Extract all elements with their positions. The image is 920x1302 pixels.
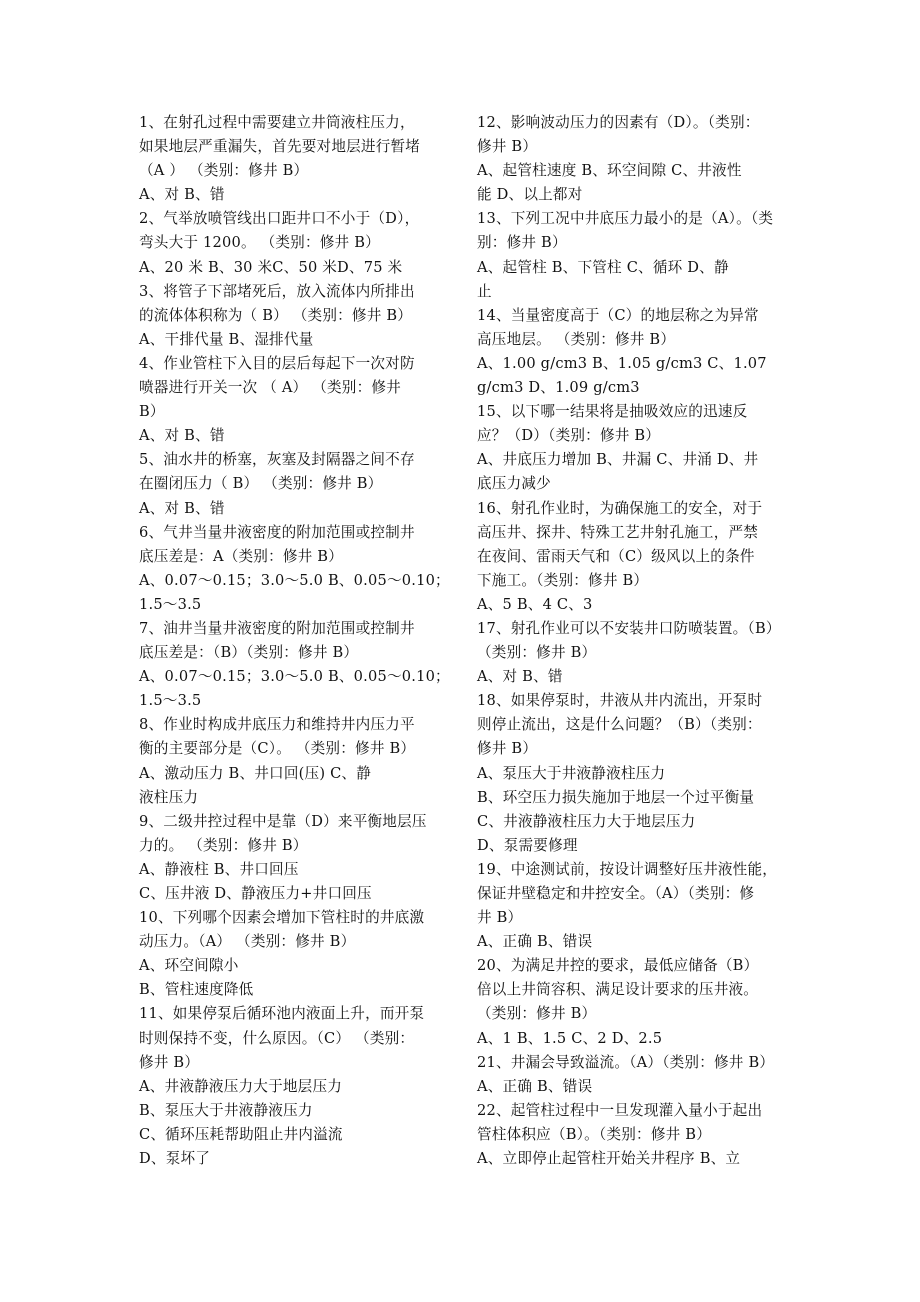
text-line: 修井 B） <box>477 740 538 758</box>
text-line: 的流体体积称为（ B） （类别：修井 B） <box>139 306 413 324</box>
text-line: 修井 B） <box>139 1053 200 1071</box>
text-line: 7、油井当量井液密度的附加范围或控制井 <box>139 619 415 637</box>
text-line: A、泵压大于井液静液柱压力 <box>477 764 666 782</box>
text-line: A、5 B、4 C、3 <box>477 595 593 613</box>
text-line: 井 B） <box>477 909 523 927</box>
text-line: 21、井漏会导致溢流。（A）（类别：修井 B） <box>477 1053 775 1071</box>
text-line: 3、将管子下部堵死后，放入流体内所排出 <box>139 282 415 300</box>
text-line: A、起管柱 B、下管柱 C、循环 D、静 <box>477 258 729 276</box>
text-line: A、1 B、1.5 C、2 D、2.5 <box>477 1029 663 1047</box>
text-line: 22、起管柱过程中一旦发现灌入量小于起出 <box>477 1101 763 1119</box>
text-line: 别：修井 B） <box>477 234 567 252</box>
text-line: A、20 米 B、30 米C、50 米D、75 米 <box>139 258 403 276</box>
text-line: 如果地层严重漏失，首先要对地层进行暂堵 <box>139 138 421 156</box>
text-line: 10、下列哪个因素会增加下管柱时的井底激 <box>139 909 425 927</box>
text-line: （A ） （类别：修井 B） <box>139 162 309 180</box>
text-line: 管柱体积应（B）。（类别：修井 B） <box>477 1125 711 1143</box>
text-line: C、循环压耗帮助阻止井内溢流 <box>139 1125 343 1143</box>
text-line: A、井底压力增加 B、井漏 C、井涌 D、井 <box>477 451 759 469</box>
text-line: （类别：修井 B） <box>477 644 597 662</box>
text-line: A、对 B、错 <box>139 499 225 517</box>
text-line: 17、射孔作业可以不安装井口防喷装置。（B） <box>477 619 781 637</box>
text-line: B） <box>139 403 165 421</box>
text-line: 2、气举放喷管线出口距井口不小于（D）， <box>139 210 420 228</box>
text-line: 6、气井当量井液密度的附加范围或控制井 <box>139 523 415 541</box>
text-line: 弯头大于 1200。 （类别：修井 B） <box>139 234 380 252</box>
text-line: A、静液柱 B、井口回压 <box>139 860 299 878</box>
text-line: A、0.07～0.15；3.0～5.0 B、0.05～0.10； <box>139 668 450 686</box>
left-column <box>139 111 451 1171</box>
text-line: A、激动压力 B、井口回(压) C、静 <box>139 764 372 782</box>
text-line: B、管柱速度降低 <box>139 981 254 999</box>
text-line: 8、作业时构成井底压力和维持井内压力平 <box>139 716 415 734</box>
text-line: C、井液静液柱压力大于地层压力 <box>477 812 696 830</box>
text-line: A、1.00 g/cm3 B、1.05 g/cm3 C、1.07 <box>477 354 767 372</box>
text-line: 16、射孔作业时，为确保施工的安全，对于 <box>477 499 763 517</box>
text-line: A、井液静液压力大于地层压力 <box>139 1077 343 1095</box>
text-line: 修井 B） <box>477 138 538 156</box>
text-line: 下施工。（类别：修井 B） <box>477 571 649 589</box>
text-line: 12、影响波动压力的因素有（D）。（类别： <box>477 114 760 131</box>
text-line: 13、下列工况中井底压力最小的是（A）。（类 <box>477 210 774 228</box>
text-line: A、起管柱速度 B、环空间隙 C、井液性 <box>477 162 742 180</box>
text-line: 液柱压力 <box>139 788 199 806</box>
text-line: B、环空压力损失施加于地层一个过平衡量 <box>477 788 755 806</box>
text-line: 15、以下哪一结果将是抽吸效应的迅速反 <box>477 403 748 421</box>
text-line: 11、如果停泵后循环池内液面上升，而开泵 <box>139 1005 425 1023</box>
text-line: 动压力。（A） （类别：修井 B） <box>139 933 356 951</box>
right-column <box>477 111 782 1171</box>
text-line: 底压差是：A（类别：修井 B） <box>139 547 344 565</box>
text-line: 14、当量密度高于（C）的地层称之为异常 <box>477 306 759 324</box>
text-line: 则停止流出，这是什么问题？（B）（类别： <box>477 716 762 734</box>
text-line: 18、如果停泵时，井液从井内流出，开泵时 <box>477 692 763 710</box>
text-line: 喷器进行开关一次 （ A） （类别：修井 <box>139 379 401 397</box>
text-line: A、干排代量 B、湿排代量 <box>139 330 314 348</box>
text-line: A、对 B、错 <box>139 427 225 445</box>
text-line: 衡的主要部分是（C）。 （类别：修井 B） <box>139 740 416 758</box>
text-line: 在夜间、雷雨天气和（C）级风以上的条件 <box>477 547 755 565</box>
text-line: 1、在射孔过程中需要建立井筒液柱压力， <box>139 114 415 131</box>
text-line: 19、中途测试前，按设计调整好压井液性能， <box>477 860 778 878</box>
text-line: （类别：修井 B） <box>477 1005 597 1023</box>
text-line: 时则保持不变，什么原因。（C） （类别： <box>139 1029 415 1047</box>
text-line: 高压井、探井、特殊工艺井射孔施工，严禁 <box>477 523 759 541</box>
text-line: D、泵需要修理 <box>477 836 578 854</box>
text-line: g/cm3 D、1.09 g/cm3 <box>477 379 640 397</box>
text-line: 应？（D）（类别：修井 B） <box>477 427 661 445</box>
text-line: 高压地层。 （类别：修井 B） <box>477 330 676 348</box>
text-line: 4、作业管柱下入目的层后每起下一次对防 <box>139 354 415 372</box>
text-line: 能 D、以上都对 <box>477 186 583 204</box>
text-line: 1.5～3.5 <box>139 595 202 613</box>
text-line: 20、为满足井控的要求，最低应储备（B） <box>477 957 759 975</box>
text-line: 1.5～3.5 <box>139 692 202 710</box>
text-line: 止 <box>477 282 492 300</box>
text-line: 底压差是：（B）（类别：修井 B） <box>139 644 359 662</box>
text-line: C、压井液 D、静液压力+井口回压 <box>139 885 372 902</box>
text-line: A、对 B、错 <box>477 668 563 686</box>
text-line: 在圈闭压力（ B） （类别：修井 B） <box>139 475 383 493</box>
text-line: 底压力减少 <box>477 475 551 493</box>
text-line: 力的。 （类别：修井 B） <box>139 836 308 854</box>
text-line: A、正确 B、错误 <box>477 1077 593 1095</box>
text-line: A、立即停止起管柱开始关井程序 B、立 <box>477 1150 741 1168</box>
text-line: 9、二级井控过程中是靠（D）来平衡地层压 <box>139 812 427 830</box>
text-line: 保证井壁稳定和井控安全。（A）（类别：修 <box>477 885 755 902</box>
text-line: A、对 B、错 <box>139 186 225 204</box>
text-line: 倍以上井筒容积、满足设计要求的压井液。 <box>477 981 759 999</box>
text-line: B、泵压大于井液静液压力 <box>139 1101 313 1119</box>
text-line: A、正确 B、错误 <box>477 933 593 951</box>
text-line: A、0.07～0.15；3.0～5.0 B、0.05～0.10； <box>139 571 450 589</box>
text-line: D、泵坏了 <box>139 1150 211 1168</box>
text-line: 5、油水井的桥塞，灰塞及封隔器之间不存 <box>139 451 415 469</box>
text-line: A、环空间隙小 <box>139 957 239 975</box>
